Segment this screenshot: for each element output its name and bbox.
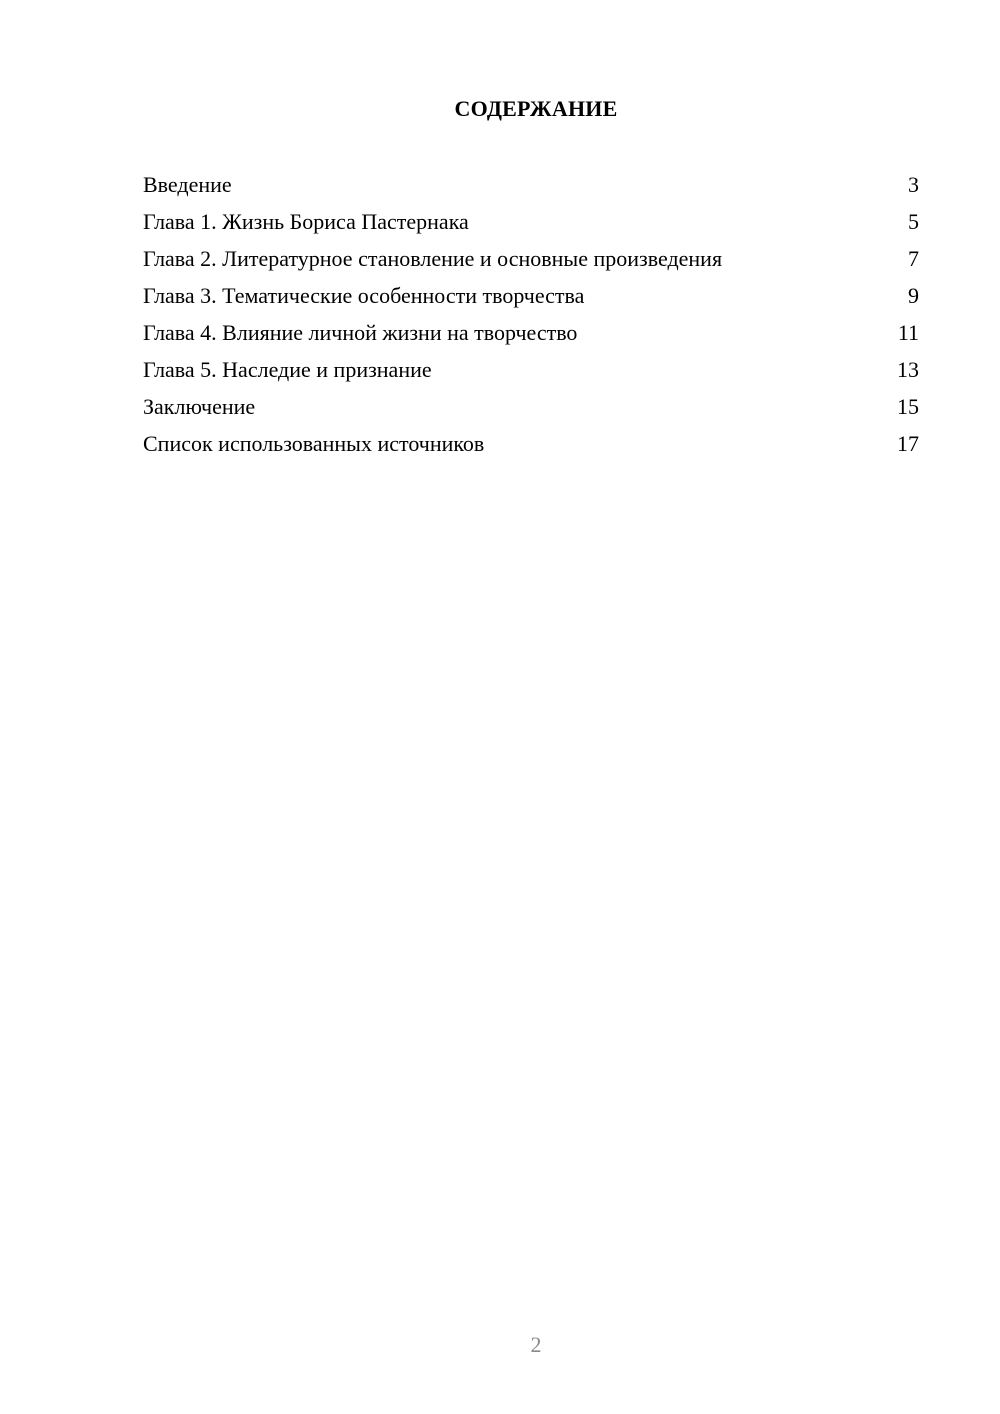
toc-entry-label: Введение <box>143 172 232 197</box>
toc-entry-label: Глава 5. Наследие и признание <box>143 357 432 382</box>
table-of-contents <box>143 170 919 466</box>
toc-entry <box>143 281 919 318</box>
toc-entry-label: Глава 2. Литературное становление и основные произведения <box>143 246 723 271</box>
toc-entry-page: 13 <box>897 357 919 382</box>
toc-entry-label: Глава 1. Жизнь Бориса Пастернака <box>143 209 469 234</box>
toc-entry-page: 11 <box>897 320 919 345</box>
toc-entry-page: 15 <box>897 394 919 419</box>
toc-entry <box>143 207 919 244</box>
toc-entry-page: 7 <box>908 246 919 271</box>
toc-entry-page: 17 <box>897 431 919 456</box>
toc-entry-label: Глава 4. Влияние личной жизни на творчество <box>143 320 578 345</box>
toc-entry-page: 3 <box>908 172 919 197</box>
toc-entry-label: Глава 3. Тематические особенности творчества <box>143 283 585 308</box>
toc-entry <box>143 392 919 429</box>
toc-entry-label: Заключение <box>143 394 256 419</box>
toc-entry <box>143 355 919 392</box>
toc-entry-page: 5 <box>908 209 919 234</box>
toc-entry <box>143 244 919 281</box>
toc-entry <box>143 170 919 207</box>
toc-entry-page: 9 <box>908 283 919 308</box>
toc-entry <box>143 429 919 466</box>
page-title: СОДЕРЖАНИЕ <box>454 96 618 121</box>
toc-entry-label: Список использованных источников <box>143 431 485 456</box>
page-number: 2 <box>530 1332 542 1357</box>
toc-entry <box>143 318 919 355</box>
